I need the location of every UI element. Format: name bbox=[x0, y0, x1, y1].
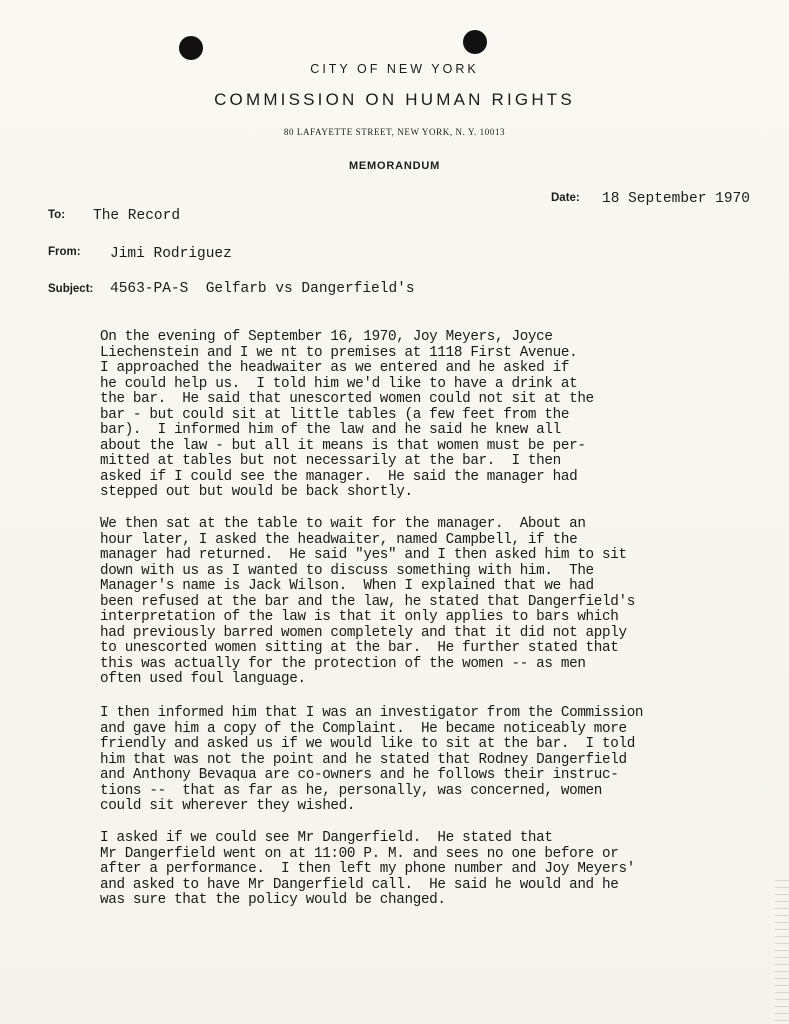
paper-edge-marks bbox=[775, 880, 789, 1024]
memorandum-heading: MEMORANDUM bbox=[348, 160, 441, 172]
to-label: To: bbox=[48, 209, 66, 221]
subject-value: 4563-PA-S Gelfarb vs Dangerfield's bbox=[110, 281, 415, 297]
date-value: 18 September 1970 bbox=[602, 191, 750, 207]
from-label: From: bbox=[48, 246, 81, 258]
letterhead-city: CITY OF NEW YORK bbox=[310, 62, 479, 76]
body-paragraph-3: I then informed him that I was an investigator from the Commission and gave him a copy of the Complaint. He became noticeably more friendly and asked us if we would like to sit at the bar. I told him that was not the point and he stated that Rodney Dangerfield and Anthony Bevaqua are co-owners and he follows their instruc- tions -- that as far as he, personally, was concerned, women could sit wherever they wished. bbox=[100, 705, 644, 814]
to-value: The Record bbox=[93, 208, 181, 224]
subject-label: Subject: bbox=[48, 283, 94, 295]
body-paragraph-4: I asked if we could see Mr Dangerfield. He stated that Mr Dangerfield went on at 11:00 P. M. and sees no one before or after a performance. I then left my phone number and Joy Meyers' and asked to have Mr Dangerfield call. He said he would and he was sure that the policy would be changed. bbox=[100, 830, 635, 908]
from-value: Jimi Rodriguez bbox=[110, 246, 232, 262]
letterhead-commission: COMMISSION ON HUMAN RIGHTS bbox=[214, 90, 575, 109]
date-label: Date: bbox=[551, 192, 580, 204]
body-paragraph-1: On the evening of September 16, 1970, Joy Meyers, Joyce Liechenstein and I we nt to premises at 1118 First Avenue. I approached the headwaiter as we entered and he asked if he could help us. I told him we'd like to have a drink at the bar. He said that unescorted women could not sit at the bar - but could sit at little tables (a few feet from the bar). I informed him of the law and he said he knew all about the law - but all it means is that women must be per- mitted at tables but not necessarily at the bar. I then asked if I could see the manager. He said the manager had stepped out but would be back shortly. bbox=[100, 329, 594, 500]
letterhead-address: 80 LAFAYETTE STREET, NEW YORK, N. Y. 10013 bbox=[283, 127, 506, 137]
body-paragraph-2: We then sat at the table to wait for the manager. About an hour later, I asked the headwaiter, named Campbell, if the manager had returned. He said "yes" and I then asked him to sit down with us as I wanted to discuss something with him. The Manager's name is Jack Wilson. When I explained that we had been refused at the bar and the law, he stated that Dangerfield's interpretation of the law is that it only applies to bars which had previously barred women completely and that it did not apply to unescorted women sitting at the bar. He further stated that this was actually for the protection of the women -- as men often used foul language. bbox=[100, 516, 635, 687]
punch-hole-right bbox=[463, 30, 487, 54]
punch-hole-left bbox=[179, 36, 203, 60]
